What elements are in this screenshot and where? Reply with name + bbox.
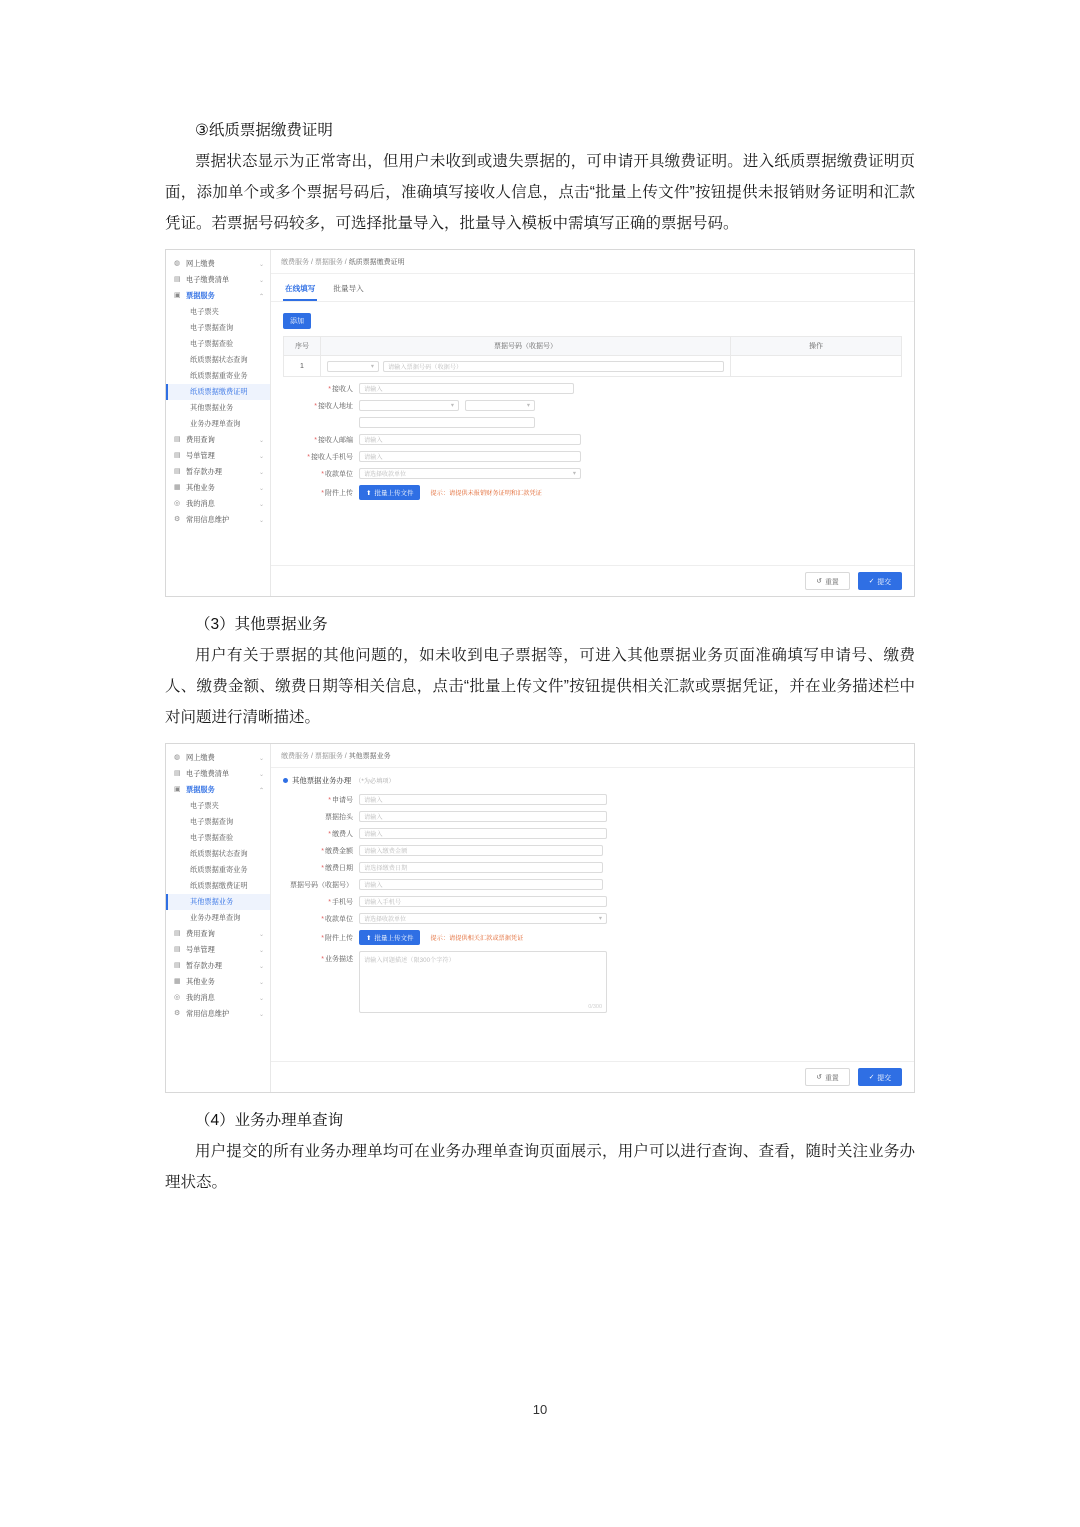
submit-label: 提交 bbox=[877, 1075, 891, 1082]
main-panel-1 bbox=[271, 250, 914, 596]
field-label: 缴费金额 bbox=[325, 847, 353, 855]
sidebar-item-label: 网上缴费 bbox=[186, 753, 215, 762]
section-heading-1: ③纸质票据缴费证明 bbox=[195, 122, 333, 139]
list-icon: ▤ bbox=[174, 770, 181, 777]
main-panel-2 bbox=[271, 744, 914, 1092]
submit-label: 提交 bbox=[877, 579, 891, 586]
sidebar-item-bill-manage[interactable] bbox=[166, 448, 270, 464]
settings-icon: ⚙ bbox=[174, 516, 181, 523]
field-payer: *缴费人 请输入 bbox=[271, 828, 902, 839]
field-invoice-title bbox=[271, 811, 902, 822]
tabs-1 bbox=[271, 274, 914, 302]
field-receiver-address: *接收人地址 ▾ ▾ bbox=[271, 400, 902, 411]
grid-icon: ▦ bbox=[174, 978, 181, 985]
sidebar-subitem-order-query[interactable]: 业务办理单查询 bbox=[190, 913, 241, 922]
sidebar-subitem-order-query[interactable]: 业务办理单查询 bbox=[190, 419, 241, 428]
card-icon: ▤ bbox=[174, 946, 181, 953]
field-invoice-code bbox=[271, 879, 902, 890]
payee-unit-select[interactable] bbox=[359, 468, 581, 479]
invoice-title-input[interactable]: 请输入 bbox=[359, 811, 607, 822]
sidebar-item-other-business[interactable] bbox=[166, 974, 270, 990]
field-label: 手机号 bbox=[332, 898, 353, 906]
chevron-down-icon: ⌄ bbox=[258, 755, 264, 762]
field-label: 业务描述 bbox=[325, 956, 353, 963]
field-receiver: *接收人 请输入 bbox=[271, 383, 902, 394]
section-heading-3: （4）业务办理单查询 bbox=[195, 1112, 344, 1129]
field-label: 附件上传 bbox=[325, 934, 353, 942]
sidebar-item-label: 网上缴费 bbox=[186, 259, 215, 268]
settings-icon: ⚙ bbox=[174, 1010, 181, 1017]
chevron-down-icon: ⌄ bbox=[258, 453, 264, 460]
page-number: 10 bbox=[532, 1402, 548, 1417]
payee-unit-select[interactable] bbox=[359, 913, 607, 924]
phone-input[interactable]: 请输入 bbox=[359, 451, 581, 462]
chevron-down-icon: ⌄ bbox=[258, 963, 264, 970]
batch-upload-button[interactable] bbox=[359, 930, 420, 945]
reset-label: 重置 bbox=[825, 579, 839, 586]
mobile-input[interactable]: 请输入手机号 bbox=[359, 896, 607, 907]
chevron-down-icon: ⌄ bbox=[258, 485, 264, 492]
field-label: 票据号码（收据号） bbox=[290, 881, 353, 889]
chevron-down-icon: ▾ bbox=[370, 362, 374, 370]
sidebar-item-deposit[interactable] bbox=[166, 464, 270, 480]
sidebar-item-label: 票据服务 bbox=[186, 785, 215, 794]
field-payee-unit: *收款单位 请选择收款单位 ▾ bbox=[271, 468, 902, 479]
add-button[interactable]: 添加 bbox=[283, 313, 311, 329]
chevron-down-icon: ▾ bbox=[526, 402, 530, 409]
field-label: 缴费日期 bbox=[325, 864, 353, 872]
business-description-textarea[interactable] bbox=[359, 951, 607, 1013]
sidebar-item-fee-query[interactable] bbox=[166, 926, 270, 942]
breadcrumb-current: 其他票据业务 bbox=[348, 753, 391, 760]
field-label: 附件上传 bbox=[325, 489, 353, 497]
field-payee-unit: *收款单位 请选择收款单位 ▾ bbox=[271, 913, 902, 924]
sidebar-item-online-payment[interactable] bbox=[166, 750, 270, 766]
sidebar-subitem-paper-certificate[interactable]: 纸质票据缴费证明 bbox=[190, 881, 248, 890]
chevron-down-icon: ⌄ bbox=[258, 517, 264, 524]
col-action: 操作 bbox=[731, 337, 902, 356]
breadcrumb-item[interactable]: 缴费服务 bbox=[281, 753, 309, 760]
refresh-icon: ↺ bbox=[816, 578, 823, 585]
chevron-down-icon: ⌄ bbox=[258, 277, 264, 284]
sidebar-subitem-paper-status[interactable]: 纸质票据状态查询 bbox=[190, 355, 248, 364]
chevron-down-icon: ⌄ bbox=[258, 979, 264, 986]
sidebar-item-other-business[interactable] bbox=[166, 480, 270, 496]
chevron-down-icon: ⌄ bbox=[258, 931, 264, 938]
sidebar-item-label: 费用查询 bbox=[186, 929, 215, 938]
field-application-no: *申请号 请输入 bbox=[271, 794, 902, 805]
sidebar-item-profile-maintenance[interactable] bbox=[166, 1006, 270, 1022]
sidebar-item-my-messages[interactable] bbox=[166, 496, 270, 512]
grid-icon: ▦ bbox=[174, 484, 181, 491]
field-receiver-address-detail bbox=[271, 417, 902, 428]
tab-batch-import[interactable]: 批量导入 bbox=[333, 284, 364, 293]
cell-action[interactable] bbox=[731, 356, 902, 377]
card-icon: ▤ bbox=[174, 452, 181, 459]
field-receiver-phone: *接收人手机号 请输入 bbox=[271, 451, 902, 462]
section-body-1: 票据状态显示为正常寄出，但用户未收到或遗失票据的，可申请开具缴费证明。进入纸质票据缴费证明页面，添加单个或多个票据号码后，准确填写接收人信息，点击“批量上传文件”按钮提供未报销财务证明和汇款凭证。若票据号码较多，可选择批量导入，批量导入模板中需填写正确的票据号码。 bbox=[165, 153, 915, 232]
sidebar-subitem-paper-resend[interactable]: 纸质票据重寄业务 bbox=[190, 865, 248, 874]
list-icon: ▤ bbox=[174, 276, 181, 283]
footer-actions-2 bbox=[271, 1061, 914, 1092]
chevron-down-icon: ▾ bbox=[450, 402, 454, 409]
payee-unit-value: 请选择收款单位 bbox=[364, 472, 407, 478]
ticket-icon: ▣ bbox=[174, 292, 181, 299]
reset-button[interactable] bbox=[805, 1068, 849, 1086]
sidebar-2 bbox=[166, 744, 271, 1092]
chevron-down-icon: ⌄ bbox=[258, 261, 264, 268]
section-heading-2: （3）其他票据业务 bbox=[195, 616, 328, 633]
sidebar-item-label: 其他业务 bbox=[186, 483, 215, 492]
col-invoice-code: 票据号码（收据号） bbox=[321, 337, 731, 356]
ticket-icon: ▣ bbox=[174, 786, 181, 793]
sidebar-subitem-paper-resend[interactable]: 纸质票据重寄业务 bbox=[190, 371, 248, 380]
breadcrumb-item[interactable]: 票据服务 bbox=[314, 753, 343, 760]
check-icon: ✓ bbox=[868, 578, 875, 585]
invoice-code-input[interactable]: 请输入 bbox=[359, 879, 603, 890]
bell-icon: ◎ bbox=[174, 994, 181, 1001]
chevron-up-icon: ⌃ bbox=[258, 787, 264, 794]
sidebar-item-label: 号单管理 bbox=[186, 945, 215, 954]
field-label: 缴费人 bbox=[332, 830, 353, 838]
wallet-icon: ▤ bbox=[174, 468, 181, 475]
upload-hint: 提示：请提供相关汇款或票据凭证 bbox=[430, 935, 524, 942]
field-receiver-zip: *接收人邮编 请输入 bbox=[271, 434, 902, 445]
breadcrumb-current: 纸质票据缴费证明 bbox=[348, 259, 405, 266]
payment-date-input[interactable]: 请选择缴费日期 bbox=[359, 862, 603, 873]
bullet-icon bbox=[283, 778, 288, 783]
section-body-2: 用户有关于票据的其他问题的，如未收到电子票据等，可进入其他票据业务页面准确填写申请号、缴费人、缴费金额、缴费日期等相关信息，点击“批量上传文件”按钮提供相关汇款或票据凭证，并在业务描述栏中对问题进行清晰描述。 bbox=[165, 647, 915, 726]
zip-input[interactable]: 请输入 bbox=[359, 434, 581, 445]
breadcrumb-2: 缴费服务 / 票据服务 / 其他票据业务 bbox=[271, 744, 914, 768]
section-title-row bbox=[271, 768, 914, 786]
chevron-down-icon: ⌄ bbox=[258, 469, 264, 476]
field-label: 接收人邮编 bbox=[318, 436, 353, 444]
col-index: 序号 bbox=[284, 337, 321, 356]
refresh-icon: ↺ bbox=[816, 1074, 823, 1081]
chevron-down-icon: ⌄ bbox=[258, 995, 264, 1002]
sidebar-item-my-messages[interactable] bbox=[166, 990, 270, 1006]
reset-label: 重置 bbox=[825, 1075, 839, 1082]
address-detail-input[interactable] bbox=[359, 417, 535, 428]
batch-upload-label: 批量上传文件 bbox=[374, 490, 414, 497]
sidebar-item-label: 电子缴费清单 bbox=[186, 275, 230, 284]
invoice-code-input[interactable]: 请输入票据号码（收据号） bbox=[383, 361, 724, 372]
sidebar-item-label: 费用查询 bbox=[186, 435, 215, 444]
section-title: 其他票据业务办理 bbox=[292, 776, 352, 785]
sidebar-item-label: 常用信息维护 bbox=[186, 1009, 230, 1018]
chevron-down-icon: ⌄ bbox=[258, 501, 264, 508]
sidebar-subitem-other-invoice[interactable]: 其他票据业务 bbox=[190, 403, 234, 412]
char-counter: 0/300 bbox=[588, 1004, 602, 1010]
sidebar-item-label: 暂存款办理 bbox=[186, 961, 222, 970]
batch-upload-label: 批量上传文件 bbox=[374, 935, 414, 942]
upload-icon: ⬆ bbox=[366, 934, 372, 942]
sidebar-item-label: 我的消息 bbox=[186, 993, 215, 1002]
payee-unit-value: 请选择收款单位 bbox=[364, 917, 407, 923]
screenshot-other-invoice-business bbox=[165, 743, 915, 1093]
amount-input[interactable]: 请输入缴费金额 bbox=[359, 845, 603, 856]
sidebar-subitem-e-invoice-verify[interactable]: 电子票据查验 bbox=[190, 339, 234, 348]
table-row bbox=[284, 356, 902, 377]
cell-index: 1 bbox=[284, 356, 321, 377]
globe-icon: ◍ bbox=[174, 260, 181, 267]
search-doc-icon: ▤ bbox=[174, 436, 181, 443]
sidebar-item-invoice-service[interactable] bbox=[166, 782, 270, 798]
sidebar-item-e-payment-list[interactable] bbox=[166, 766, 270, 782]
wallet-icon: ▤ bbox=[174, 962, 181, 969]
field-attachment-upload: *附件上传 ⬆ 批量上传文件 提示：请提供未报销财务证明和汇款凭证 bbox=[271, 485, 902, 500]
description-placeholder: 请输入问题描述（限300个字符） bbox=[364, 957, 455, 964]
sidebar-subitem-other-invoice[interactable]: 其他票据业务 bbox=[166, 894, 270, 910]
address-province-select[interactable] bbox=[359, 400, 459, 411]
payer-input[interactable]: 请输入 bbox=[359, 828, 607, 839]
sidebar-item-fee-query[interactable] bbox=[166, 432, 270, 448]
breadcrumb-item[interactable]: 票据服务 bbox=[314, 259, 343, 266]
bell-icon: ◎ bbox=[174, 500, 181, 507]
globe-icon: ◍ bbox=[174, 754, 181, 761]
submit-button[interactable] bbox=[858, 572, 902, 590]
sidebar-subitem-e-invoice-verify[interactable]: 电子票据查验 bbox=[190, 833, 234, 842]
sidebar-item-online-payment[interactable] bbox=[166, 256, 270, 272]
field-label: 申请号 bbox=[332, 796, 353, 804]
cell-invoice-code bbox=[321, 356, 731, 377]
upload-icon: ⬆ bbox=[366, 489, 372, 497]
chevron-up-icon: ⌃ bbox=[258, 293, 264, 300]
sidebar-item-deposit[interactable] bbox=[166, 958, 270, 974]
breadcrumb-1: 缴费服务 / 票据服务 / 纸质票据缴费证明 bbox=[271, 250, 914, 274]
sidebar-item-label: 其他业务 bbox=[186, 977, 215, 986]
field-label: 收款单位 bbox=[325, 470, 353, 478]
field-label: 接收人地址 bbox=[318, 402, 353, 410]
section-body-3: 用户提交的所有业务办理单均可在业务办理单查询页面展示，用户可以进行查询、查看，随时关注业务办理状态。 bbox=[165, 1143, 915, 1191]
chevron-down-icon: ⌄ bbox=[258, 1011, 264, 1018]
sidebar-subitem-e-wallet[interactable]: 电子票夹 bbox=[190, 801, 219, 810]
address-city-select[interactable] bbox=[465, 400, 535, 411]
footer-actions-1 bbox=[271, 565, 914, 596]
chevron-down-icon: ⌄ bbox=[258, 947, 264, 954]
sidebar-item-e-payment-list[interactable] bbox=[166, 272, 270, 288]
sidebar-subitem-paper-status[interactable]: 纸质票据状态查询 bbox=[190, 849, 248, 858]
batch-upload-button[interactable] bbox=[359, 485, 420, 500]
field-label: 票据抬头 bbox=[325, 813, 353, 821]
search-doc-icon: ▤ bbox=[174, 930, 181, 937]
screenshot-paper-invoice-certificate bbox=[165, 249, 915, 597]
application-no-input[interactable]: 请输入 bbox=[359, 794, 607, 805]
chevron-down-icon: ⌄ bbox=[258, 771, 264, 778]
field-payment-date: *缴费日期 请选择缴费日期 bbox=[271, 862, 902, 873]
sidebar-item-label: 暂存款办理 bbox=[186, 467, 222, 476]
submit-button[interactable] bbox=[858, 1068, 902, 1086]
field-mobile: *手机号 请输入手机号 bbox=[271, 896, 902, 907]
check-icon: ✓ bbox=[868, 1074, 875, 1081]
chevron-down-icon: ▾ bbox=[572, 470, 576, 477]
field-amount: *缴费金额 请输入缴费金额 bbox=[271, 845, 902, 856]
sidebar-subitem-e-invoice-query[interactable]: 电子票据查询 bbox=[190, 323, 234, 332]
sidebar-1 bbox=[166, 250, 271, 596]
chevron-down-icon: ▾ bbox=[598, 915, 602, 922]
tab-online-fill[interactable]: 在线填写 bbox=[283, 280, 317, 301]
sidebar-item-invoice-service[interactable] bbox=[166, 288, 270, 304]
sidebar-item-profile-maintenance[interactable] bbox=[166, 512, 270, 528]
sidebar-item-label: 电子缴费清单 bbox=[186, 769, 230, 778]
sidebar-item-bill-manage[interactable] bbox=[166, 942, 270, 958]
table-header-row bbox=[284, 337, 902, 356]
invoice-code-table bbox=[283, 336, 902, 377]
sidebar-item-label: 号单管理 bbox=[186, 451, 215, 460]
sidebar-item-label: 常用信息维护 bbox=[186, 515, 230, 524]
field-attachment-upload: *附件上传 ⬆ 批量上传文件 提示：请提供相关汇款或票据凭证 bbox=[271, 930, 902, 945]
field-label: 接收人 bbox=[332, 385, 353, 393]
reset-button[interactable] bbox=[805, 572, 849, 590]
section-note: （*为必填项） bbox=[355, 778, 395, 785]
field-business-description: *业务描述 请输入问题描述（限300个字符） 0/300 bbox=[271, 951, 902, 1013]
upload-hint: 提示：请提供未报销财务证明和汇款凭证 bbox=[430, 490, 542, 497]
sidebar-item-label: 我的消息 bbox=[186, 499, 215, 508]
sidebar-subitem-e-wallet[interactable]: 电子票夹 bbox=[190, 307, 219, 316]
field-label: 接收人手机号 bbox=[311, 453, 353, 461]
sidebar-subitem-paper-certificate[interactable]: 纸质票据缴费证明 bbox=[166, 384, 270, 400]
breadcrumb-item[interactable]: 缴费服务 bbox=[281, 259, 309, 266]
sidebar-item-label: 票据服务 bbox=[186, 291, 215, 300]
field-label: 收款单位 bbox=[325, 915, 353, 923]
receiver-input[interactable]: 请输入 bbox=[359, 383, 574, 394]
sidebar-subitem-e-invoice-query[interactable]: 电子票据查询 bbox=[190, 817, 234, 826]
chevron-down-icon: ⌄ bbox=[258, 437, 264, 444]
